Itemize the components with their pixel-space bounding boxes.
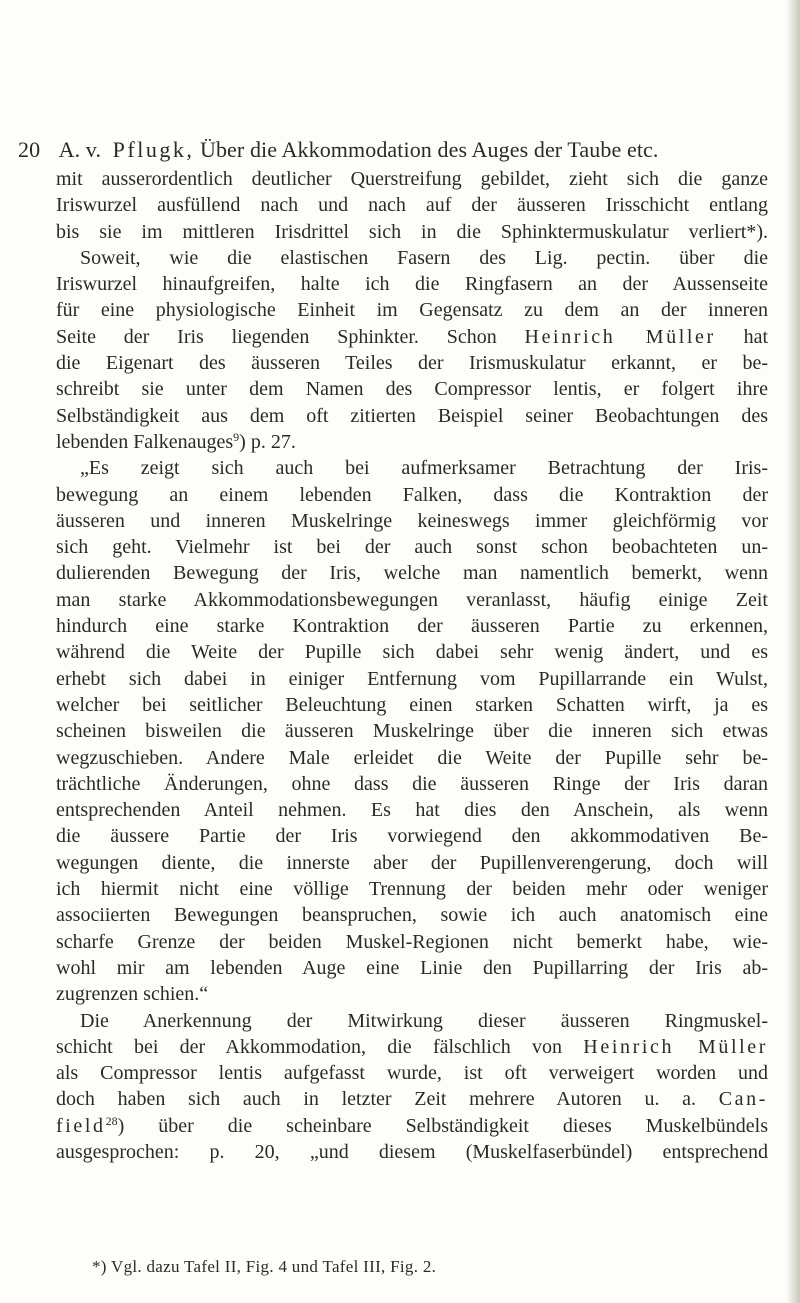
text-line: welcher bei seitlicher Beleuchtung einen starken Schatten wirft, ja es: [56, 693, 768, 716]
text-line: die Eigenart des äusseren Teiles der Irismuskulatur erkannt, er be-: [56, 352, 768, 375]
text-line: [56, 1113, 768, 1139]
text-line: mit ausserordentlich deutlicher Querstreifung gebildet, zieht sich die ganze: [56, 168, 768, 190]
person-name: Heinrich Müller: [524, 325, 716, 348]
person-name: Heinrich Müller: [583, 1035, 768, 1058]
footnote: *) Vgl. dazu Tafel II, Fig. 4 und Tafel III, Fig. 2.: [92, 1257, 437, 1276]
running-head: [18, 136, 758, 164]
text-line: als Compressor lentis aufgefasst wurde, ist oft verweigert worden und: [56, 1062, 768, 1085]
text-segment: ) über die scheinbare Selbständigkeit dieses Muskelbündels: [117, 1114, 768, 1137]
text-line: Die Anerkennung der Mitwirkung dieser äusseren Ringmuskel-: [80, 1009, 768, 1032]
text-line: ich hiermit nicht eine völlige Trennung der beiden mehr oder weniger: [56, 878, 768, 901]
text-line: bis sie im mittleren Irisdrittel sich in die Sphinktermuskulatur verliert*).: [56, 220, 768, 243]
text-line: hindurch eine starke Kontraktion der äusseren Partie zu erkennen,: [56, 615, 768, 638]
text-line: bewegung an einem lebenden Falken, dass die Kontraktion der: [56, 483, 768, 506]
text-line: zugrenzen schien.“: [56, 983, 209, 1006]
text-line: [56, 429, 768, 455]
text-line: dulierenden Bewegung der Iris, welche man namentlich bemerkt, wenn: [56, 562, 768, 585]
text-line: [56, 1086, 768, 1112]
citation-number: 28: [105, 1113, 118, 1128]
text-line: entsprechenden Anteil nehmen. Es hat dies den Anschein, als wenn: [56, 799, 768, 822]
author-name: Pflugk,: [112, 137, 195, 162]
running-title: Über die Akkommodation des Auges der Taube etc.: [199, 137, 659, 162]
text-line: Selbständigkeit aus dem oft zitierten Beispiel seiner Beobachtungen des: [56, 404, 768, 427]
text-segment: lebenden Falkenauges: [56, 430, 234, 453]
text-line: ausgesprochen: p. 20, „und diesem (Muskelfaserbündel) entsprechend: [56, 1140, 768, 1163]
page-number: 20: [18, 137, 41, 162]
text-segment: Seite der Iris liegenden Sphinkter. Schon: [56, 325, 497, 348]
text-line: wegzuschieben. Andere Male erleidet die Weite der Pupille sehr be-: [56, 746, 768, 769]
text-line: äusseren und inneren Muskelringe keineswegs immer gleichförmig vor: [56, 509, 768, 532]
page-edge-shadow: [786, 0, 800, 1303]
text-line: schreibt sie unter dem Namen des Compressor lentis, er folgert ihre: [56, 378, 768, 401]
text-line: sich geht. Vielmehr ist bei der auch sonst schon beobachteten un-: [56, 536, 768, 559]
text-line: Soweit, wie die elastischen Fasern des Lig. pectin. über die: [80, 246, 768, 269]
text-segment: hat: [743, 325, 769, 348]
text-line: während die Weite der Pupille sich dabei sehr wenig ändert, und es: [56, 641, 768, 664]
text-line: für eine physiologische Einheit im Gegensatz zu dem an der inneren: [56, 299, 768, 322]
text-line: [56, 1034, 768, 1060]
citation-number: 9: [233, 429, 240, 444]
text-segment: schicht bei der Akkommodation, die fälschlich von: [56, 1035, 562, 1058]
text-segment: ) p. 27.: [239, 430, 296, 453]
text-line: wohl mir am lebenden Auge eine Linie den Pupillarring der Iris ab-: [56, 956, 768, 979]
text-line: die äussere Partie der Iris vorwiegend den akkommodativen Be-: [56, 825, 768, 848]
text-line: scharfe Grenze der beiden Muskel-Regionen nicht bemerkt habe, wie-: [56, 930, 768, 953]
text-line: „Es zeigt sich auch bei aufmerksamer Betrachtung der Iris-: [80, 457, 768, 480]
text-line: man starke Akkommodationsbewegungen veranlasst, häufig einige Zeit: [56, 588, 768, 611]
person-name: field: [56, 1114, 106, 1137]
text-line: associierten Bewegungen beanspruchen, sowie ich auch anatomisch eine: [56, 904, 768, 927]
body-text: [56, 166, 768, 1165]
text-line: Iriswurzel ausfüllend nach und nach auf der äusseren Irisschicht entlang: [56, 194, 768, 217]
text-line: wegungen diente, die innerste aber der Pupillenverengerung, doch will: [56, 851, 768, 874]
person-name: Can-: [718, 1088, 768, 1111]
text-line: trächtliche Änderungen, ohne dass die äusseren Ringe der Iris daran: [56, 772, 768, 795]
text-segment: doch haben sich auch in letzter Zeit mehrere Autoren u. a.: [56, 1088, 697, 1111]
text-line: Iriswurzel hinaufgreifen, halte ich die Ringfasern an der Aussenseite: [56, 273, 768, 296]
text-line: scheinen bisweilen die äusseren Muskelringe über die inneren sich etwas: [56, 720, 768, 743]
text-line: erhebt sich dabei in einiger Entfernung vom Pupillarrande ein Wulst,: [56, 667, 768, 690]
author-prefix: A. v.: [58, 137, 102, 162]
text-line: [56, 324, 768, 350]
